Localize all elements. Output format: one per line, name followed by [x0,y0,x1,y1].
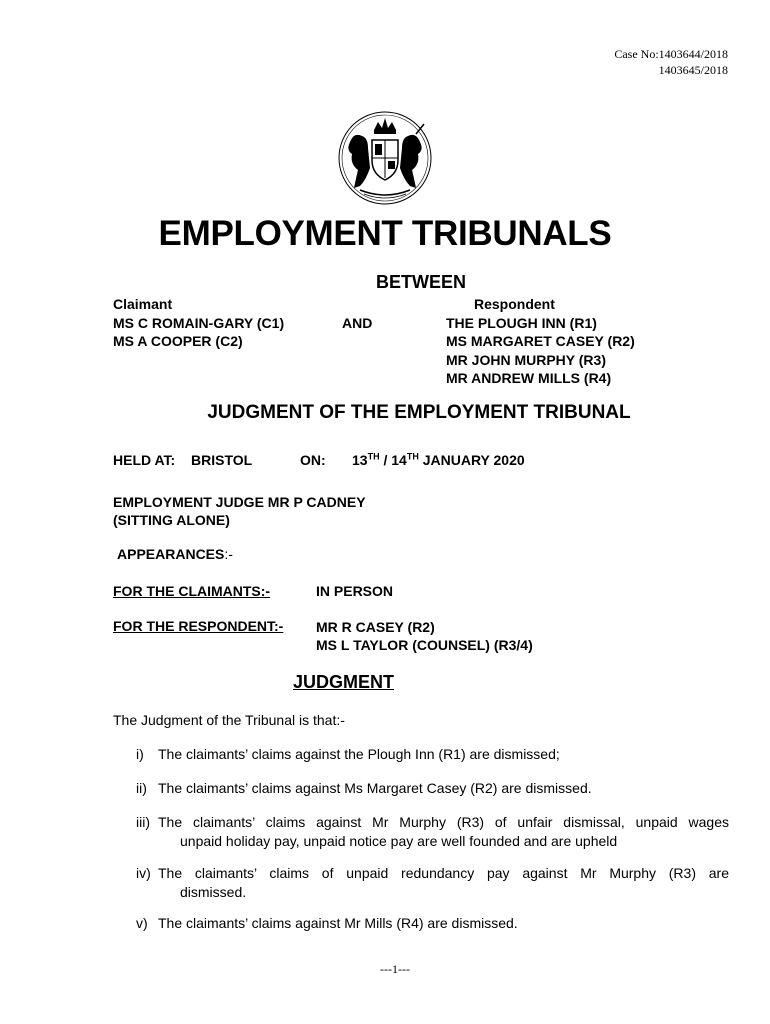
claimant-1: MS C ROMAIN-GARY (C1) [113,314,285,331]
item-text: The claimants’ claims against the Plough Inn (R1) are dismissed; [158,746,560,762]
item-text-continued: unpaid holiday pay, unpaid notice pay are well founded and are upheld [180,832,618,849]
respondent-1: THE PLOUGH INN (R1) [446,314,597,331]
judgment-item-5 [136,914,729,933]
document-title: EMPLOYMENT TRIBUNALS [158,214,612,253]
date-day-1: 13 [352,452,368,468]
judge-block [113,493,366,529]
hearing-date [352,452,525,468]
respondent-appearance-label: FOR THE RESPONDENT:- [113,618,284,634]
judgment-heading: JUDGMENT [293,672,395,692]
claimants-appearance-label: FOR THE CLAIMANTS:- [113,583,271,599]
respondent-rep-1: MR R CASEY (R2) [316,619,435,635]
claimant-heading: Claimant [113,296,173,312]
between-heading: BETWEEN [376,272,466,292]
case-number-line-1: Case No:1403644/2018 [614,47,728,61]
item-text: The claimants’ claims of unpaid redundancy pay against Mr Murphy (R3) are [158,865,729,881]
held-at-value: BRISTOL [191,452,253,468]
judgment-title: JUDGMENT OF THE EMPLOYMENT TRIBUNAL [207,402,631,423]
claimant-2: MS A COOPER (C2) [113,333,243,349]
date-suffix-1: TH [367,451,380,462]
royal-coat-of-arms-icon [330,108,440,208]
item-number: iii) [136,814,150,830]
judgment-item-4 [136,864,729,901]
appearances-heading [117,546,233,562]
claimants-block [113,295,284,351]
appearances-suffix: :- [224,546,233,562]
item-number: v) [136,915,148,931]
claimants-appearance-value: IN PERSON [316,583,394,599]
item-number: iv) [136,865,151,881]
on-label: ON: [300,452,326,468]
judgment-item-3 [136,813,729,850]
respondent-4: MR ANDREW MILLS (R4) [446,370,612,386]
respondent-heading: Respondent [474,296,555,312]
respondents-block [446,314,635,388]
judgment-item-1 [136,745,729,764]
date-suffix-2: TH [406,451,419,462]
judge-name: EMPLOYMENT JUDGE MR P CADNEY [113,494,366,510]
case-number-line-2: 1403645/2018 [658,63,728,77]
item-text: The claimants’ claims against Mr Murphy (R3) of unfair dismissal, unpaid wages [158,814,729,830]
case-number [528,46,728,78]
page-number: ---1--- [380,962,410,976]
item-number: i) [136,746,144,762]
and-label: AND [342,314,373,331]
judge-sitting: (SITTING ALONE) [113,512,230,528]
respondent-2: MS MARGARET CASEY (R2) [446,333,635,349]
respondent-3: MR JOHN MURPHY (R3) [446,351,606,368]
date-separator: / 14 [379,452,407,468]
judgment-item-2 [136,779,729,798]
respondent-appearance-values [316,618,533,654]
item-text-continued: dismissed. [180,883,247,900]
item-text: The claimants’ claims against Ms Margaret Casey (R2) are dismissed. [158,780,592,796]
date-month-year: JANUARY 2020 [418,452,525,468]
item-number: ii) [136,780,147,796]
held-at-label: HELD AT: [113,452,176,468]
appearances-label: APPEARANCES [117,546,225,562]
judgment-intro: The Judgment of the Tribunal is that:- [113,712,345,728]
respondent-rep-2: MS L TAYLOR (COUNSEL) (R3/4) [316,637,533,653]
item-text: The claimants’ claims against Mr Mills (R4) are dismissed. [158,915,518,931]
